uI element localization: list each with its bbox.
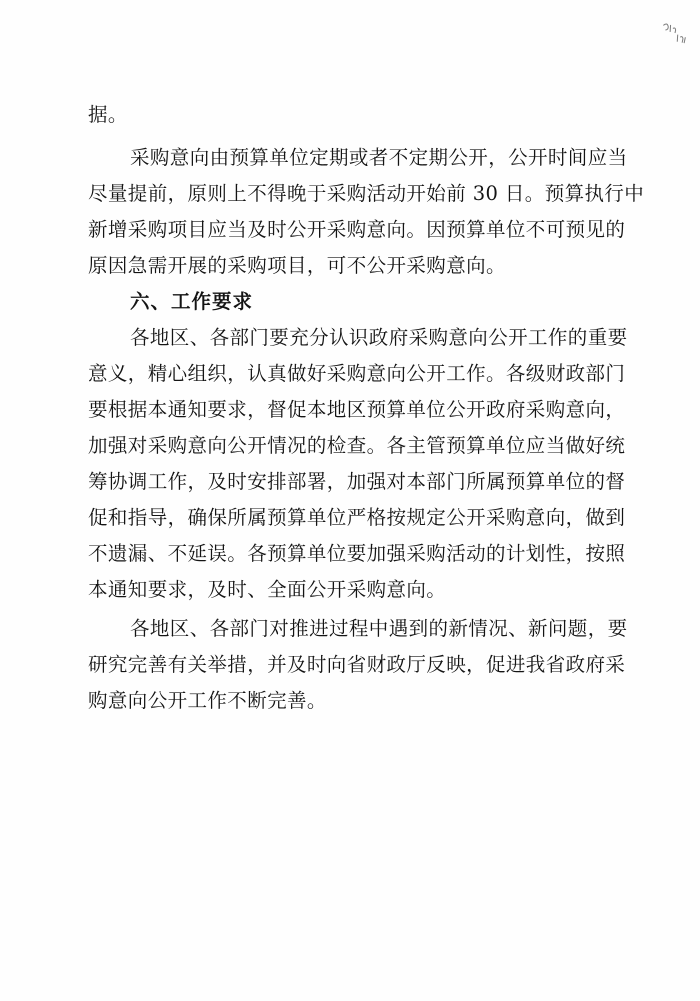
text-line: 促和指导，确保所属预算单位严格按规定公开采购意向，做到 <box>88 506 626 529</box>
section-heading: 六、工作要求 <box>130 290 254 313</box>
text-line: 尽量提前，原则上不得晚于采购活动开始前 30 日。预算执行中 <box>88 182 645 205</box>
text-line: 不遗漏、不延误。各预算单位要加强采购活动的计划性，按照 <box>88 542 626 565</box>
text-line: 加强对采购意向公开情况的检查。各主管预算单位应当做好统 <box>88 434 626 457</box>
text-line: 意义，精心组织，认真做好采购意向公开工作。各级财政部门 <box>88 362 626 385</box>
text-line: 原因急需开展的采购项目，可不公开采购意向。 <box>88 254 506 277</box>
text-line: 购意向公开工作不断完善。 <box>88 689 327 712</box>
text-line: 各地区、各部门要充分认识政府采购意向公开工作的重要 <box>130 326 628 349</box>
handwritten-mark <box>658 17 693 49</box>
text-line: 研究完善有关举措，并及时向省财政厅反映，促进我省政府采 <box>88 653 626 676</box>
text-line: 各地区、各部门对推进过程中遇到的新情况、新问题，要 <box>130 617 628 640</box>
text-line: 筹协调工作，及时安排部署，加强对本部门所属预算单位的督 <box>88 470 626 493</box>
text-line: 新增采购项目应当及时公开采购意向。因预算单位不可预见的 <box>88 218 626 241</box>
text-line: 采购意向由预算单位定期或者不定期公开，公开时间应当 <box>130 146 628 169</box>
text-line: 据。 <box>88 103 128 126</box>
text-line: 要根据本通知要求，督促本地区预算单位公开政府采购意向， <box>88 398 626 421</box>
text-line: 本通知要求，及时、全面公开采购意向。 <box>88 578 447 601</box>
